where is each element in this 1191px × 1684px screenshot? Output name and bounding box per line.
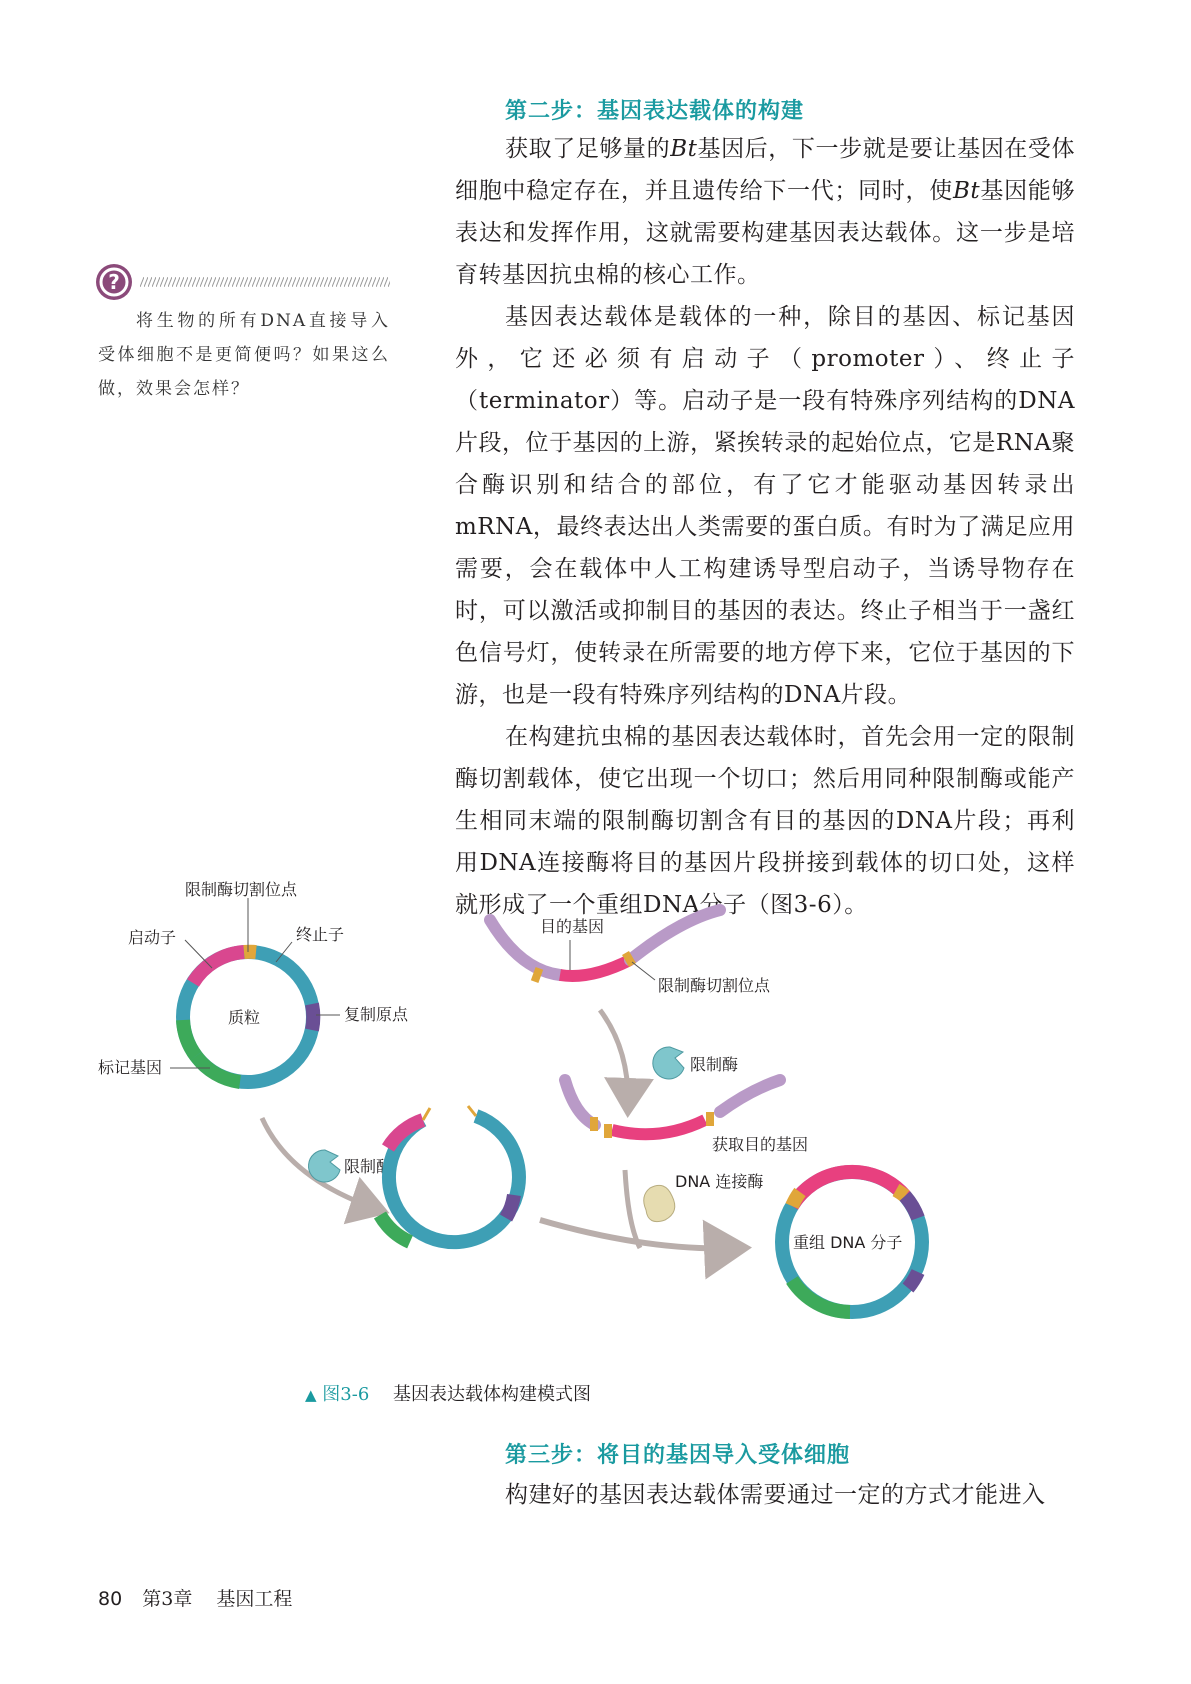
label-promoter: 启动子 [128,928,177,947]
restriction-enzyme-icon [653,1047,684,1079]
arrow-cut-gene [600,1010,628,1108]
label-plasmid: 质粒 [228,1008,261,1027]
label-target-gene: 目的基因 [540,917,605,936]
label-recombinant: 重组 DNA 分子 [793,1233,903,1252]
note-divider [140,277,390,287]
paragraph-expression-vector: 基因表达载体是载体的一种，除目的基因、标记基因外，它还必须有启动子（promoter）、终止子（terminator）等。启动子是一段有特殊序列结构的DNA片段，位于基因的上游，紧挨转录的起始位点，它是RNA聚合酶识别和结合的部位，有了它才能驱动基因转录出mRNA，最终表达出人类需要的蛋白质。有时为了满足应用需要，会在载体中人工构建诱导型启动子，当诱导物存在时，可以激活或抑制目的基因的表达。终止子相当于一盏红色信号灯，使转录在所需要的地方停下来，它位于基因的下游，也是一段有特殊序列结构的DNA片段。 [455,304,1075,708]
caption-number: 图3-6 [322,1384,370,1405]
label-ligase: DNA 连接酶 [675,1172,764,1191]
paragraph-step2-intro: 获取了足够量的Bt基因后，下一步就是要让基因在受体细胞中稳定存在，并且遗传给下一代；同时，使Bt基因能够表达和发挥作用，这就需要构建基因表达载体。这一步是培育转基因抗虫棉的核心工作。 [455,136,1076,288]
label-enzyme-left: 限制酶 [344,1157,393,1176]
paragraph-construction: 在构建抗虫棉的基因表达载体时，首先会用一定的限制酶切割载体，使它出现一个切口；然后用同种限制酶或能产生相同末端的限制酶切割含有目的基因的DNA片段；再利用DNA连接酶将目的基因片段拼接到载体的切口处，这样就形成了一个重组DNA分子（图3-6）。 [455,724,1075,918]
figure-3-6 [0,880,1191,1380]
section-heading-step2: 第二步：基因表达载体的构建 [505,99,805,124]
svg-text:?: ? [108,270,120,294]
label-obtain-gene: 获取目的基因 [712,1135,809,1154]
label-enzyme-right: 限制酶 [690,1055,739,1074]
question-icon [94,262,134,302]
label-cut-site-top: 限制酶切割位点 [185,880,298,899]
restriction-enzyme-icon [309,1150,340,1182]
chapter-label: 第3章 [142,1588,193,1610]
arrow-ligation [540,1220,740,1248]
cut-plasmid [380,1106,519,1242]
label-terminator: 终止子 [296,925,345,944]
caption-text: 基因表达载体构建模式图 [393,1384,592,1405]
page-number: 80 [98,1588,123,1610]
label-marker: 标记基因 [98,1058,163,1077]
dna-ligase-icon [644,1185,675,1221]
figure-caption [305,1380,591,1406]
origin-segment [312,1004,313,1030]
plasmid [183,952,313,1082]
label-origin: 复制原点 [344,1005,409,1024]
recombinant-dna [782,1172,922,1312]
label-cut-site-right: 限制酶切割位点 [658,976,771,995]
caption-triangle-icon: ▲ [305,1386,317,1404]
chapter-title: 基因工程 [216,1588,293,1610]
section-heading-step3: 第三步：将目的基因导入受体细胞 [505,1443,851,1468]
arrow-gene-merge [625,1170,640,1248]
margin-note-text: 将生物的所有DNA直接导入受体细胞不是更简便吗？如果这么做，效果会怎样？ [98,311,390,399]
paragraph-step3-intro: 构建好的基因表达载体需要通过一定的方式才能进入 [505,1482,1046,1508]
cut-gene-fragment [565,1080,780,1138]
page-footer [98,1584,292,1611]
marker-segment [196,1056,240,1082]
target-dna-strand [490,910,720,983]
